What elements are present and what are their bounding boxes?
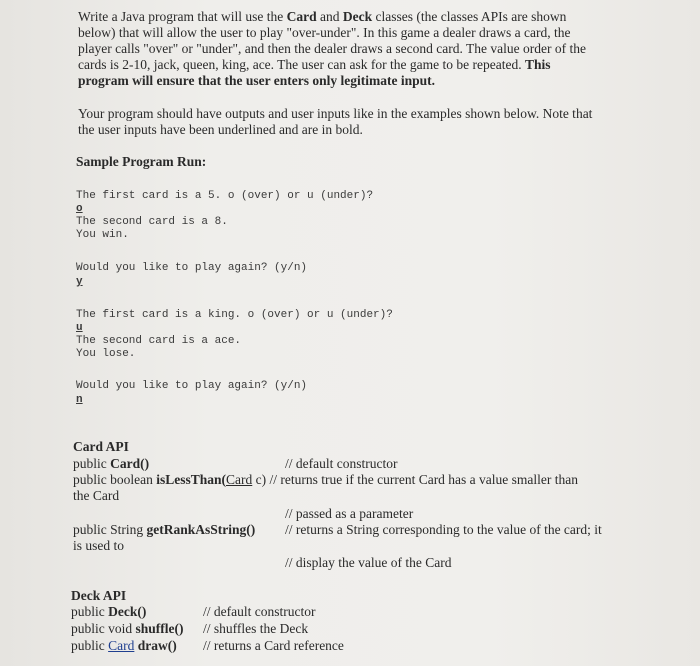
api-text: c) // returns true if the current Card has a value smaller than	[252, 472, 579, 487]
card-islessthan-line	[73, 472, 578, 488]
problem-line: player calls "over" or "under", and then the dealer draws a second card. The value order of the	[78, 41, 586, 56]
run-line: Would you like to play again? (y/n)	[76, 380, 308, 392]
api-line: is used to	[73, 538, 125, 553]
intro-line: the user inputs have been underlined and are in bold.	[78, 122, 363, 137]
deck-draw-line	[71, 638, 177, 654]
user-input: u	[76, 322, 83, 334]
user-input: y	[76, 276, 83, 288]
problem-statement	[78, 9, 638, 89]
api-comment: // returns a Card reference	[203, 638, 344, 653]
api-comment: // shuffles the Deck	[203, 621, 309, 636]
api-text: public boolean	[73, 472, 157, 487]
intro-paragraph	[78, 106, 592, 138]
card-getrank-line	[73, 522, 255, 538]
api-text: public	[71, 638, 109, 653]
problem-bold-text: program will ensure that the user enters only legitimate input.	[78, 73, 435, 88]
run-line: You lose.	[76, 348, 136, 360]
api-method: Deck()	[108, 604, 147, 619]
api-comment: // passed as a parameter	[285, 506, 414, 521]
problem-text: Write a Java program that will use the	[78, 9, 287, 24]
run-line: Would you like to play again? (y/n)	[76, 262, 308, 274]
intro-line: Your program should have outputs and user inputs like in the examples shown below. Note that	[78, 106, 593, 121]
api-text: public	[71, 604, 109, 619]
api-comment: // default constructor	[285, 456, 398, 471]
api-method: getRankAsString()	[146, 522, 256, 537]
problem-line: below) that will allow the user to play "over-under". In this game a dealer draws a card, the	[78, 25, 571, 40]
problem-bold-text: This	[524, 57, 551, 72]
api-method: isLessThan(	[156, 472, 227, 487]
deck-shuffle-line	[71, 621, 184, 637]
api-comment: // returns a String corresponding to the value of the card; it	[285, 522, 602, 537]
deck-constructor-line	[71, 604, 146, 620]
problem-text: classes (the classes APIs are shown	[372, 9, 567, 24]
api-line: the Card	[73, 488, 120, 503]
card-api-title: Card API	[73, 439, 129, 454]
sample-heading: Sample Program Run:	[76, 154, 207, 169]
run-line: The second card is a 8.	[76, 216, 228, 228]
api-comment: // default constructor	[203, 604, 316, 619]
run-line: The first card is a king. o (over) or u (under)?	[76, 309, 393, 321]
run-line: The first card is a 5. o (over) or u (under)?	[76, 190, 374, 202]
card-link[interactable]: Card	[226, 472, 253, 487]
api-text: public void	[71, 621, 136, 636]
deck-keyword: Deck	[342, 9, 373, 24]
api-text: public	[73, 456, 111, 471]
user-input: n	[76, 394, 83, 406]
run-line: The second card is a ace.	[76, 335, 242, 347]
card-constructor-line	[73, 456, 149, 472]
card-link[interactable]: Card	[108, 638, 135, 653]
api-method: shuffle()	[135, 621, 184, 636]
run-line: You win.	[76, 229, 129, 241]
deck-api-title: Deck API	[71, 588, 127, 603]
api-text: public String	[73, 522, 147, 537]
user-input: o	[76, 203, 83, 215]
api-method: draw()	[134, 638, 177, 653]
problem-text: and	[316, 9, 343, 24]
problem-text: cards is 2-10, jack, queen, king, ace. The user can ask for the game to be repeated.	[78, 57, 525, 72]
api-method: Card()	[110, 456, 150, 471]
api-comment: // display the value of the Card	[285, 555, 452, 570]
card-keyword: Card	[286, 9, 317, 24]
